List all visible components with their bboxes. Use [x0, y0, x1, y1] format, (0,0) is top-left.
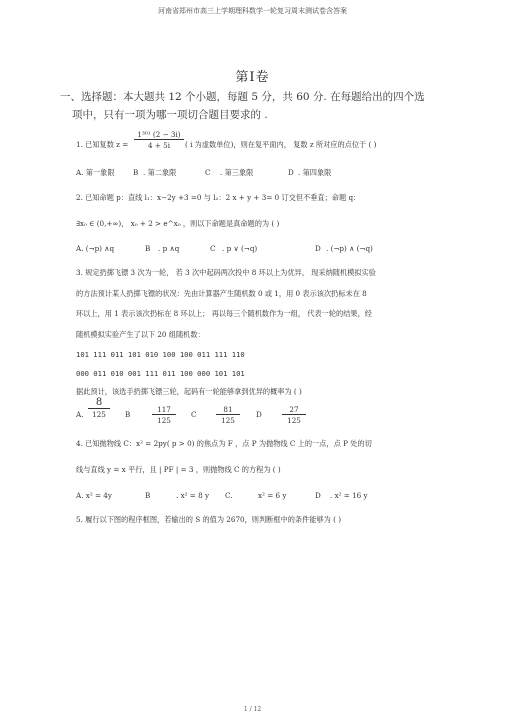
q1-denominator: 4 + 5i: [147, 141, 171, 150]
q4-option-a[interactable]: A. x² = 4y: [76, 491, 112, 500]
q5-line1: 5. 履行以下图的程序框图，若输出的 S 的值为 2670，则判断框中的条件能够为 ( ): [76, 515, 342, 524]
q2-option-d-letter[interactable]: D: [315, 244, 321, 253]
q2-line1: 2. 已知命题 p：直线 l₁：x−2y +3 =0 与 l₂：2 x + y + 3= 0 订交但不垂直；命题 q：: [76, 193, 361, 202]
page-title: 第Ⅰ卷: [235, 70, 270, 85]
q1-option-b[interactable]: . 第二象限: [143, 168, 177, 177]
q3-line2: 的方法预计某人扔掷飞镖的状况：先由计算器产生随机数 0 或 1，用 0 表示该次扔标未在 8: [76, 289, 367, 298]
q3-option-a-den: 125: [92, 410, 106, 419]
q3-option-a-label[interactable]: A.: [76, 410, 84, 419]
q3-option-d-fraction[interactable]: [282, 405, 306, 425]
q2-option-c-letter[interactable]: C: [210, 244, 216, 253]
q3-random-data-row1: 101 111 011 101 010 100 100 011 111 110: [76, 350, 245, 359]
q4-line2: 线与直线 y = x 平行，且 | PF | = 3 ，则抛物线 C 的方程为 ( ): [76, 465, 281, 474]
document-header: 河南省郑州市高三上学期理科数学一轮复习周末测试卷含答案: [158, 7, 347, 15]
page-number: 1 / 12: [243, 706, 262, 713]
q3-option-b-fraction[interactable]: [152, 405, 176, 425]
q2-option-a[interactable]: A. (¬p) ∧q: [76, 244, 115, 253]
q3-option-d-num: 27: [282, 405, 306, 415]
q4-line1: 4. 已知抛物线 C：x² = 2py( p > 0) 的焦点为 F ，点 P 为抛物线 C 上的一点，点 P 处的切: [76, 439, 372, 448]
q3-option-d-den: 125: [287, 416, 301, 425]
q2-option-c[interactable]: . p ∨ (¬q): [222, 244, 258, 253]
q4-option-d[interactable]: . x² = 16 y: [330, 491, 368, 500]
q4-option-d-letter[interactable]: D: [315, 491, 321, 500]
q2-option-b[interactable]: . p ∧q: [158, 244, 180, 253]
section-heading-line1: 一、选择题：本大题共 12 个小题，每题 5 分，共 60 分. 在每题给出的四个选: [60, 91, 425, 103]
q3-option-c-fraction[interactable]: [216, 405, 240, 425]
q4-option-b[interactable]: . x² = 8 y: [176, 491, 210, 500]
q1-option-a[interactable]: A. 第一象限: [76, 168, 115, 177]
q1-option-c[interactable]: . 第三象限: [220, 168, 254, 177]
q3-option-a-num: 8: [88, 397, 110, 409]
q3-option-b-label[interactable]: B: [125, 410, 131, 419]
q3-option-c-num: 81: [216, 405, 240, 415]
q3-line3: 环以上，用 1 表示该次扔标在 8 环以上； 再以每三个随机数作为一组， 代表一轮的结果，经: [76, 309, 372, 318]
q3-option-c-den: 125: [221, 416, 235, 425]
q3-option-c-label[interactable]: C: [191, 410, 197, 419]
q3-option-a-fraction[interactable]: [88, 397, 110, 419]
q1-option-d[interactable]: . 第四象限: [298, 168, 332, 177]
q3-line5: 据此预计，该选手扔掷飞镖三轮，起码有一轮能够拿到优异的概率为 ( ): [76, 387, 302, 396]
q3-line1: 3. 规定扔掷飞镖 3 次为一轮， 若 3 次中起码两次投中 8 环以上为优异， 现采纳随机模拟实验: [76, 268, 376, 277]
q4-option-c-letter[interactable]: C.: [225, 491, 233, 500]
q1-option-b-letter[interactable]: B: [133, 168, 139, 177]
q1-fraction: [134, 130, 184, 150]
q1-option-d-letter[interactable]: D: [288, 168, 294, 177]
q2-option-b-letter[interactable]: B: [145, 244, 151, 253]
q2-option-d[interactable]: . (¬p) ∧ (¬q): [326, 244, 373, 253]
q1-lead: 1. 已知复数 z =: [76, 140, 129, 149]
q1-option-c-letter[interactable]: C: [205, 168, 211, 177]
q3-option-d-label[interactable]: D: [256, 410, 262, 419]
q3-option-b-num: 117: [152, 405, 176, 415]
section-heading-line2: 项中，只有一项为哪一项切合题目要求的 .: [72, 109, 268, 121]
q1-numerator: 1³⁰¹ (2 − 3i): [134, 130, 184, 140]
q4-option-b-letter[interactable]: B: [145, 491, 151, 500]
q3-random-data-row2: 000 011 010 001 111 011 100 000 101 101: [76, 369, 245, 378]
q3-option-b-den: 125: [157, 416, 171, 425]
q2-line2: ∃x₀ ∈ (0,+∞)， x₀ + 2 > e^x₀ ，则以下命题是真命题的为 ( ): [76, 219, 280, 228]
q3-line4: 随机模拟实验产生了以下 20 组随机数：: [76, 330, 205, 339]
q4-option-c[interactable]: x² = 6 y: [258, 491, 287, 500]
q1-tail: ( i 为虚数单位)，则在复平面内， 复数 z 所对应的点位于 ( ): [185, 140, 377, 149]
